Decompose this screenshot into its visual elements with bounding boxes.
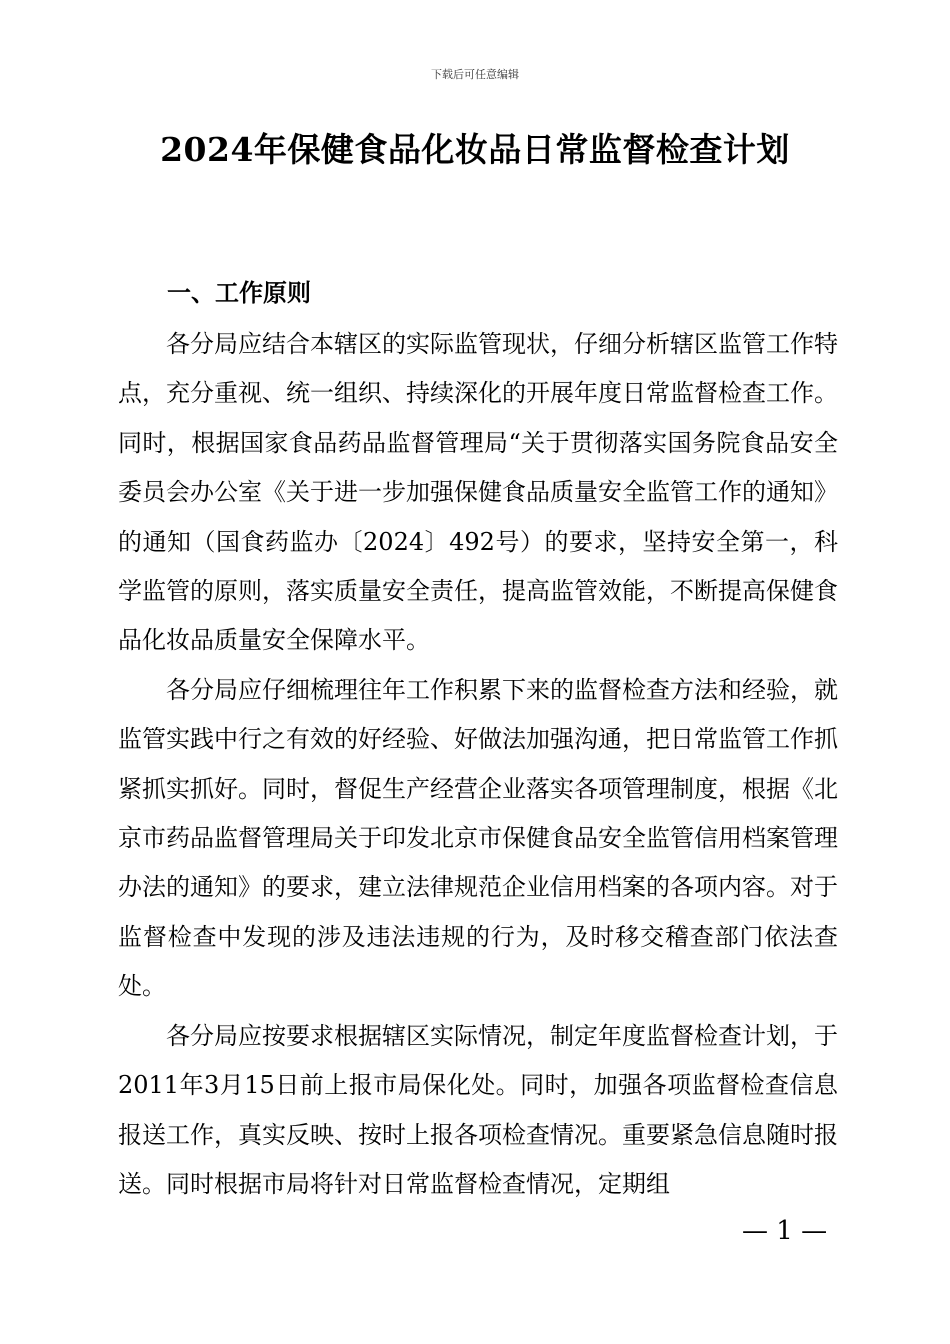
document-body — [118, 320, 838, 1209]
page-number: — 1 — — [742, 1216, 828, 1246]
section-heading: 一、工作原则 — [167, 279, 311, 307]
header-note: 下载后可任意编辑 — [431, 68, 519, 81]
paragraph: 各分局应结合本辖区的实际监管现状，仔细分析辖区监管工作特点，充分重视、统一组织、持续深化的开展年度日常监督检查工作。同时，根据国家食品药品监督管理局“关于贯彻落实国务院食品安全委员会办公室《关于进一步加强保健食品质量安全监管工作的通知》的通知（国食药监办〔2024〕492号）的要求，坚持安全第一，科学监管的原则，落实质量安全责任，提高监管效能，不断提高保健食品化妆品质量安全保障水平。 — [118, 330, 838, 655]
paragraph: 各分局应按要求根据辖区实际情况，制定年度监督检查计划，于2011年3月15日前上报市局保化处。同时，加强各项监督检查信息报送工作，真实反映、按时上报各项检查情况。重要紧急信息随时报送。同时根据市局将针对日常监督检查情况，定期组 — [118, 1021, 838, 1198]
document-title: 2024年保健食品化妆品日常监督检查计划 — [160, 130, 790, 169]
paragraph: 各分局应仔细梳理往年工作积累下来的监督检查方法和经验，就监管实践中行之有效的好经验、好做法加强沟通，把日常监管工作抓紧抓实抓好。同时，督促生产经营企业落实各项管理制度，根据《北京市药品监督管理局关于印发北京市保健食品安全监管信用档案管理办法的通知》的要求，建立法律规范企业信用档案的各项内容。对于监督检查中发现的涉及违法违规的行为，及时移交稽查部门依法查处。 — [118, 675, 838, 1001]
